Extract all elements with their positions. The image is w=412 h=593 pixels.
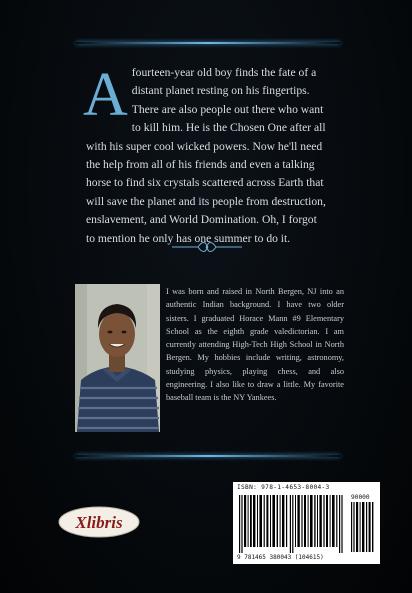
back-cover-blurb xyxy=(83,61,326,248)
author-photo xyxy=(75,284,160,432)
price-code: 90000 xyxy=(351,494,370,501)
svg-text:Xlibris: Xlibris xyxy=(75,513,123,532)
ornament-divider-icon xyxy=(172,240,242,254)
blurb-text: fourteen-year old boy finds the fate of a distant planet resting on his fingertips. There are also people out there who want to kill him. He is the Chosen One after all with his super cool wicked powers. Now he'll need the help from all of his friends and even a talking horse to find six crystals scattered across Earth that will save the planet and its people from destruction, enslavement, and World Domination. Oh, I forgot to mention he only has one summer to do it. xyxy=(86,66,326,245)
isbn-label: ISBN: 978-1-4653-8004-3 xyxy=(237,484,330,491)
xlibris-logo xyxy=(57,504,141,540)
author-bio: I was born and raised in North Bergen, NJ into an authentic Indian background. I have two older sisters. I graduated Horace Mann #9 Elementary School as the eighth grade valedictorian. I am currently attending High-Tech High School in North Bergen. My hobbies include writing, astronomy, studying physics, playing chess, and also engineering. I also like to draw a little. My favorite baseball team is the NY Yankees. xyxy=(166,287,344,403)
bottom-divider-line xyxy=(76,455,340,457)
barcode-digits: 9 781465 380043 (104615) xyxy=(237,554,324,561)
top-divider-line xyxy=(76,42,340,44)
barcode-bars-icon xyxy=(239,495,345,553)
price-barcode-icon xyxy=(351,502,375,552)
drop-cap-letter: A xyxy=(83,61,128,129)
isbn-barcode xyxy=(233,482,380,564)
